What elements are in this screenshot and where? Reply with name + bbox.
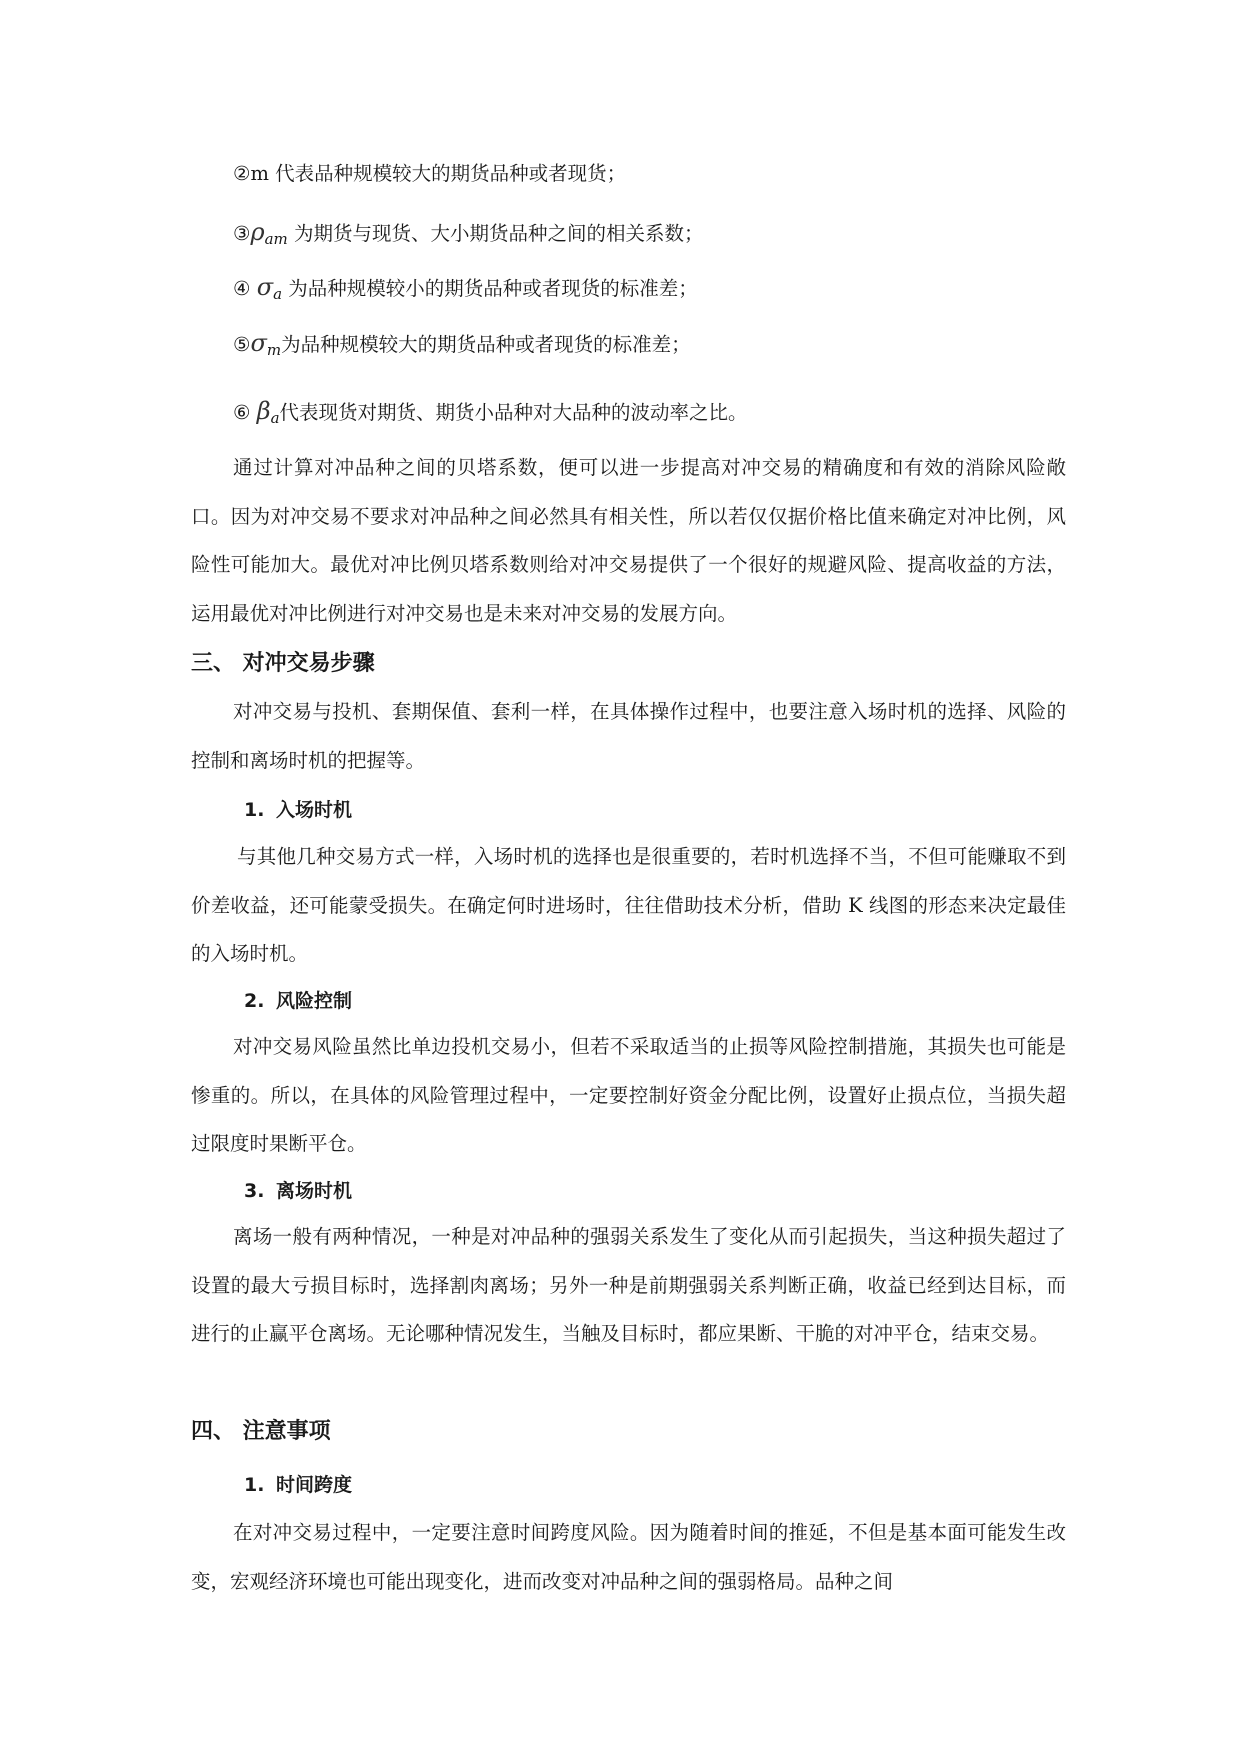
item-marker: ④: [233, 277, 251, 300]
subheading-exit-timing: [244, 1178, 352, 1204]
subheading-time-span: [244, 1472, 352, 1498]
list-item-3: [233, 219, 703, 252]
paragraph-steps-intro: 对冲交易与投机、套期保值、套利一样，在具体操作过程中，也要注意入场时机的选择、风险的控制和离场时机的把握等。: [191, 700, 1066, 772]
sigma-symbol: σ: [250, 329, 267, 357]
list-item-5: [233, 330, 691, 363]
subheading-title: 离场时机: [276, 1180, 353, 1202]
item-text: 为品种规模较小的期货品种或者现货的标准差；: [288, 277, 698, 300]
subheading-title: 风险控制: [276, 990, 353, 1012]
beta-subscript: a: [270, 409, 280, 427]
sigma-subscript: m: [266, 341, 282, 359]
list-item-4: [233, 274, 698, 307]
subheading-title: 时间跨度: [276, 1474, 353, 1496]
beta-symbol: β: [256, 397, 271, 425]
subheading-risk-control: [244, 988, 352, 1014]
rho-symbol: ρ: [250, 218, 265, 246]
item-text: 为品种规模较大的期货品种或者现货的标准差；: [281, 333, 691, 356]
paragraph-time-span: 在对冲交易过程中，一定要注意时间跨度风险。因为随着时间的推延，不但是基本面可能发生改变，宏观经济环境也可能出现变化，进而改变对冲品种之间的强弱格局。品种之间: [191, 1521, 1066, 1593]
paragraph-entry-timing: 与其他几种交易方式一样，入场时机的选择也是很重要的，若时机选择不当，不但可能赚取不到价差收益，还可能蒙受损失。在确定何时进场时，往往借助技术分析，借助 K 线图的形态来决定最佳的入场时机。: [191, 845, 1066, 965]
paragraph-beta-explanation: 通过计算对冲品种之间的贝塔系数，便可以进一步提高对冲交易的精确度和有效的消除风险敞口。因为对冲交易不要求对冲品种之间必然具有相关性，所以若仅仅据价格比值来确定对冲比例，风险性可能加大。最优对冲比例贝塔系数则给对冲交易提供了一个很好的规避风险、提高收益的方法，运用最优对冲比例进行对冲交易也是未来对冲交易的发展方向。: [191, 456, 1066, 625]
sigma-symbol: σ: [256, 273, 274, 301]
sigma-subscript: a: [273, 285, 283, 303]
subheading-number: 3.: [244, 1180, 265, 1202]
subheading-title: 入场时机: [276, 799, 353, 821]
section-heading-4: 四、 注意事项: [191, 1419, 331, 1444]
item-text: 为期货与现货、大小期货品种之间的相关系数；: [293, 222, 704, 245]
item-marker: ③: [233, 222, 251, 245]
rho-subscript: am: [264, 230, 288, 248]
subheading-entry-timing: [244, 797, 352, 823]
paragraph-exit-timing: 离场一般有两种情况，一种是对冲品种的强弱关系发生了变化从而引起损失，当这种损失超过了设置的最大亏损目标时，选择割肉离场；另外一种是前期强弱关系判断正确，收益已经到达目标，而进行的止赢平仓离场。无论哪种情况发生，当触及目标时，都应果断、干脆的对冲平仓，结束交易。: [191, 1225, 1066, 1345]
subheading-number: 2.: [244, 990, 265, 1012]
item-marker: ⑤: [233, 333, 251, 356]
item-text: 代表现货对期货、期货小品种对大品种的波动率之比。: [279, 401, 748, 424]
item-marker: ⑥: [233, 401, 251, 424]
section-heading-3: 三、 对冲交易步骤: [191, 651, 375, 676]
subheading-number: 1.: [244, 799, 265, 821]
subheading-number: 1.: [244, 1474, 265, 1496]
list-item-6: [233, 398, 748, 431]
paragraph-risk-control: 对冲交易风险虽然比单边投机交易小，但若不采取适当的止损等风险控制措施，其损失也可能是惨重的。所以，在具体的风险管理过程中，一定要控制好资金分配比例，设置好止损点位，当损失超过限度时果断平仓。: [191, 1035, 1066, 1155]
list-item-2: ②m 代表品种规模较大的期货品种或者现货；: [233, 162, 627, 185]
